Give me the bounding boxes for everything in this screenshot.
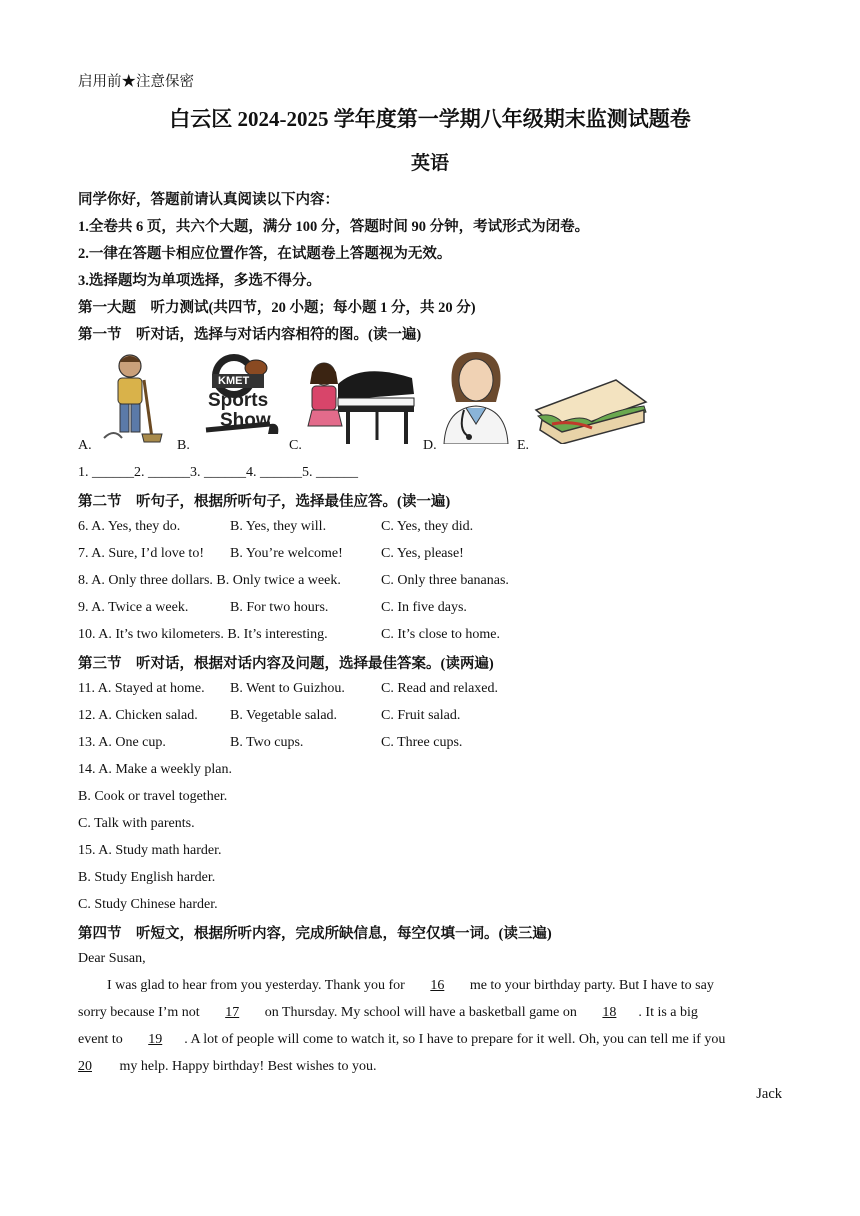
girl-piano-icon [302, 354, 420, 446]
logo-text-sports: Sports [208, 390, 269, 411]
part1-title: 第一大题 听力测试(共四节，20 小题；每小题 1 分，共 20 分) [78, 300, 476, 316]
section3-title: 第三节 听对话，根据对话内容及问题，选择最佳答案。(读两遍) [78, 656, 494, 672]
intro-line: 1.全卷共 6 页，共六个大题，满分 100 分，答题时间 90 分钟，考试形式为闭卷。 [78, 219, 590, 235]
sports-show-logo-icon [196, 350, 282, 442]
option-text: C. Study Chinese harder. [78, 897, 218, 912]
blank-20: 20 [78, 1059, 92, 1074]
picture-label-b: B. [177, 438, 190, 453]
letter-text: me to your birthday party. But I have to say [469, 978, 714, 993]
letter-text: sorry because I’m not [78, 1005, 204, 1020]
option-text: B. Study English harder. [78, 870, 216, 885]
option-text: B. Cook or travel together. [78, 789, 228, 804]
section4-title: 第四节 听短文，根据所听内容，完成所缺信息，每空仅填一词。(读三遍) [78, 926, 552, 942]
letter-text: . A lot of people will come to watch it, so I have to prepare for it well. Oh, you can tell me if you [184, 1032, 726, 1047]
option-text: B. Two cups. [230, 735, 304, 750]
section2-title: 第二节 听句子，根据所听句子，选择最佳应答。(读一遍) [78, 494, 451, 510]
option-text: 8. A. Only three dollars. B. Only twice a week. [78, 573, 341, 588]
doctor-icon [438, 346, 514, 444]
logo-text-show: Show [220, 410, 271, 431]
picture-label-c: C. [289, 438, 302, 453]
letter-text: event to [78, 1032, 127, 1047]
option-text: B. Vegetable salad. [230, 708, 338, 723]
letter-signature: Jack [756, 1086, 782, 1102]
option-text: B. You’re welcome! [230, 546, 343, 561]
option-text: 15. A. Study math harder. [78, 843, 222, 858]
option-text: 6. A. Yes, they do. [78, 519, 181, 534]
letter-greeting: Dear Susan, [78, 951, 146, 966]
exam-title: 白云区 2024-2025 学年度第一学期八年级期末监测试题卷 [169, 107, 691, 131]
option-text: C. Yes, they did. [381, 519, 474, 534]
section1-title: 第一节 听对话，选择与对话内容相符的图。(读一遍) [78, 327, 422, 343]
option-text: B. For two hours. [230, 600, 329, 615]
intro-line: 同学你好，答题前请认真阅读以下内容： [78, 192, 339, 208]
option-text: C. Yes, please! [381, 546, 464, 561]
option-text: 12. A. Chicken salad. [78, 708, 198, 723]
letter-line-3 [78, 1032, 725, 1048]
logo-text-kmet: KMET [218, 375, 250, 387]
intro-line: 2.一律在答题卡相应位置作答，在试题卷上答题视为无效。 [78, 246, 452, 262]
answer-blanks-1-5: 1. ______2. ______3. ______4. ______5. ______ [78, 465, 358, 480]
option-text: 10. A. It’s two kilometers. B. It’s interesting. [78, 627, 328, 642]
option-text: 9. A. Twice a week. [78, 600, 189, 615]
option-text: 7. A. Sure, I’d love to! [78, 546, 204, 561]
picture-label-a: A. [78, 438, 92, 453]
option-text: C. It’s close to home. [381, 627, 500, 642]
sandwich-icon [532, 376, 650, 444]
letter-text: . It is a big [638, 1005, 698, 1020]
picture-label-d: D. [423, 438, 437, 453]
blank-17: 17 [225, 1005, 240, 1020]
confidential-label: 启用前★注意保密 [78, 74, 194, 90]
blank-18: 18 [602, 1005, 617, 1020]
option-text: 14. A. Make a weekly plan. [78, 762, 232, 777]
letter-line-4 [78, 1059, 377, 1075]
letter-line-2 [78, 1005, 698, 1021]
option-text: B. Went to Guizhou. [230, 681, 345, 696]
intro-line: 3.选择题均为单项选择，多选不得分。 [78, 273, 321, 289]
letter-line-1 [107, 978, 714, 994]
option-text: C. Only three bananas. [381, 573, 509, 588]
option-text: C. Three cups. [381, 735, 463, 750]
option-text: B. Yes, they will. [230, 519, 327, 534]
letter-text: on Thursday. My school will have a basketball game on [264, 1005, 581, 1020]
boy-sweeping-icon [100, 350, 170, 444]
picture-label-e: E. [517, 438, 530, 453]
letter-text: I was glad to hear from you yesterday. Thank you for [107, 978, 409, 993]
letter-text: my help. Happy birthday! Best wishes to you. [119, 1059, 377, 1074]
blank-16: 16 [430, 978, 445, 993]
option-text: 11. A. Stayed at home. [78, 681, 205, 696]
option-text: C. Talk with parents. [78, 816, 195, 831]
option-text: 13. A. One cup. [78, 735, 166, 750]
option-text: C. Read and relaxed. [381, 681, 499, 696]
subject-title: 英语 [410, 153, 449, 174]
blank-19: 19 [148, 1032, 163, 1047]
option-text: C. In five days. [381, 600, 467, 615]
option-text: C. Fruit salad. [381, 708, 461, 723]
